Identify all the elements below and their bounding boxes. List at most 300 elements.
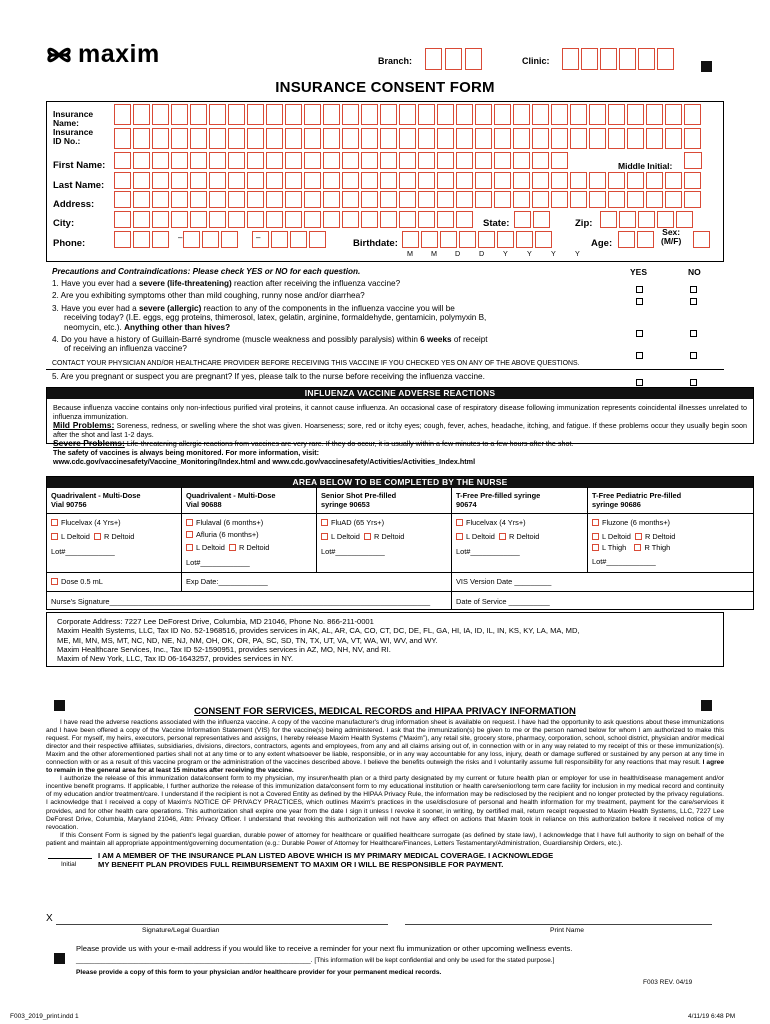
address-box-29[interactable]: [646, 191, 663, 208]
insurance-name-box-10[interactable]: [285, 104, 302, 125]
ack-text: I AM A MEMBER OF THE INSURANCE PLAN LISTED ABOVE WHICH IS MY PRIMARY MEDICAL COVERAGE. I ACKNOWLEDGE MY BENEFIT PLAN PROVIDES FULL REIMBURSEMENT TO MAXIM OR I WILL BE RESPONSIBLE FOR PAYMENT.: [98, 851, 554, 870]
city-box-17[interactable]: [418, 211, 435, 228]
insurance-name-box-5[interactable]: [190, 104, 207, 125]
city-box-2[interactable]: [133, 211, 150, 228]
last-name-box-13[interactable]: [342, 172, 359, 189]
insurance-id-box-14[interactable]: [361, 128, 378, 149]
city-box-19[interactable]: [456, 211, 473, 228]
insurance-id-box-25[interactable]: [570, 128, 587, 149]
address-box-19[interactable]: [456, 191, 473, 208]
signature-x: X: [46, 913, 53, 924]
insurance-name-box-4[interactable]: [171, 104, 188, 125]
first-name-box-15[interactable]: [380, 152, 397, 169]
last-name-box-7[interactable]: [228, 172, 245, 189]
address-box-17[interactable]: [418, 191, 435, 208]
col2-lot[interactable]: Lot#____________: [186, 558, 250, 567]
insurance-name-box-23[interactable]: [532, 104, 549, 125]
city-box-3[interactable]: [152, 211, 169, 228]
yes-header: YES: [630, 267, 648, 277]
insurance-id-box-17[interactable]: [418, 128, 435, 149]
q4-yes[interactable]: [636, 347, 643, 365]
birthdate-format-4: D: [479, 249, 485, 258]
first-name-box-21[interactable]: [494, 152, 511, 169]
city-box-8[interactable]: [247, 211, 264, 228]
nurse-col-div-4: [587, 487, 588, 572]
first-name-box-17[interactable]: [418, 152, 435, 169]
nurse-signature[interactable]: Nurse's Signature______________________________________________________________________________: [51, 597, 431, 606]
address-box-31[interactable]: [684, 191, 701, 208]
col1-option[interactable]: Flucelvax (4 Yrs+): [51, 518, 121, 527]
col2-option-1[interactable]: Flulaval (6 months+): [186, 518, 263, 527]
address-box-5[interactable]: [190, 191, 207, 208]
birthdate-format-6: Y: [527, 249, 532, 258]
city-box-5[interactable]: [190, 211, 207, 228]
insurance-name-box-25[interactable]: [570, 104, 587, 125]
address-box-20[interactable]: [475, 191, 492, 208]
branch-box-2[interactable]: [445, 48, 462, 70]
birthdate-box-2[interactable]: [421, 231, 438, 248]
address-box-6[interactable]: [209, 191, 226, 208]
phone-box-6[interactable]: [221, 231, 238, 248]
birthdate-format-1: M: [407, 249, 413, 258]
address-box-30[interactable]: [665, 191, 682, 208]
insurance-id-box-10[interactable]: [285, 128, 302, 149]
phone-box-2[interactable]: [133, 231, 150, 248]
last-name-box-17[interactable]: [418, 172, 435, 189]
state-box-1[interactable]: [514, 211, 531, 228]
address-box-9[interactable]: [266, 191, 283, 208]
first-name-box-24[interactable]: [551, 152, 568, 169]
birthdate-box-5[interactable]: [478, 231, 495, 248]
insurance-id-box-5[interactable]: [190, 128, 207, 149]
last-name-box-9[interactable]: [266, 172, 283, 189]
question-2: 2. Are you exhibiting symptoms other than mild coughing, runny nose and/or diarrhea?: [52, 291, 365, 300]
print-name-line[interactable]: [405, 924, 712, 925]
last-name-box-5[interactable]: [190, 172, 207, 189]
last-name-box-29[interactable]: [646, 172, 663, 189]
insurance-name-box-13[interactable]: [342, 104, 359, 125]
last-name-box-31[interactable]: [684, 172, 701, 189]
col2-header: Quadrivalent - Multi-Dose Vial 90688: [186, 491, 276, 509]
insurance-id-box-4[interactable]: [171, 128, 188, 149]
insurance-id-box-19[interactable]: [456, 128, 473, 149]
birthdate-format-2: M: [431, 249, 437, 258]
clinic-box-5[interactable]: [638, 48, 655, 70]
birthdate-box-6[interactable]: [497, 231, 514, 248]
phone-box-3[interactable]: [152, 231, 169, 248]
branch-label: Branch:: [378, 56, 413, 66]
address-box-18[interactable]: [437, 191, 454, 208]
vis-date[interactable]: VIS Version Date _________: [456, 577, 552, 586]
registration-mark-email: [54, 953, 65, 964]
last-name-box-3[interactable]: [152, 172, 169, 189]
last-name-box-11[interactable]: [304, 172, 321, 189]
address-box-7[interactable]: [228, 191, 245, 208]
phone-sep-2: –: [256, 233, 261, 242]
col2-option-2[interactable]: Afluria (6 months+): [186, 530, 259, 539]
signature-line[interactable]: [56, 924, 388, 925]
birthdate-format-8: Y: [575, 249, 580, 258]
initial-label: Initial: [61, 861, 77, 868]
print-file: F003_2019_print.indd 1: [10, 1013, 79, 1020]
insurance-id-box-2[interactable]: [133, 128, 150, 149]
insurance-name-box-28[interactable]: [627, 104, 644, 125]
birthdate-box-7[interactable]: [516, 231, 533, 248]
address-box-14[interactable]: [361, 191, 378, 208]
insurance-id-box-23[interactable]: [532, 128, 549, 149]
insurance-name-box-8[interactable]: [247, 104, 264, 125]
q3-no[interactable]: [690, 325, 697, 343]
last-name-box-12[interactable]: [323, 172, 340, 189]
city-box-9[interactable]: [266, 211, 283, 228]
corp-line-2: Maxim Health Systems, LLC, Tax ID No. 52-1968516, provides services in AK, AL, AR, CA, CO, CT, DC, DE, FL, GA, HI, IA, ID, IL, IN, KS, KY, LA, MA, MD,: [57, 626, 580, 636]
last-name-box-18[interactable]: [437, 172, 454, 189]
phone-box-9[interactable]: [290, 231, 307, 248]
form-title: INSURANCE CONSENT FORM: [275, 79, 495, 96]
zip-box-5[interactable]: [676, 211, 693, 228]
branch-box-3[interactable]: [465, 48, 482, 70]
last-name-box-23[interactable]: [532, 172, 549, 189]
col5-sites-thigh[interactable]: L Thigh R Thigh: [592, 543, 670, 552]
last-name-box-30[interactable]: [665, 172, 682, 189]
copy-notice: Please provide a copy of this form to your physician and/or healthcare provider for your permanent medical records.: [76, 969, 442, 976]
col3-sites[interactable]: L Deltoid R Deltoid: [321, 532, 404, 541]
logo-text: maxim: [78, 40, 160, 68]
corp-line-5: Maxim of New York, LLC, Tax ID 06-1643257, provides services in NY.: [57, 654, 294, 664]
branch-box-1[interactable]: [425, 48, 442, 70]
insurance-id-box-15[interactable]: [380, 128, 397, 149]
q2-no[interactable]: [690, 293, 697, 311]
insurance-name-box-15[interactable]: [380, 104, 397, 125]
first-name-box-13[interactable]: [342, 152, 359, 169]
city-box-4[interactable]: [171, 211, 188, 228]
phone-box-8[interactable]: [271, 231, 288, 248]
adverse-title: INFLUENZA VACCINE ADVERSE REACTIONS: [47, 388, 753, 399]
insurance-id-box-22[interactable]: [513, 128, 530, 149]
clinic-box-2[interactable]: [581, 48, 598, 70]
first-name-box-1[interactable]: [114, 152, 131, 169]
last-name-box-24[interactable]: [551, 172, 568, 189]
q3-yes[interactable]: [636, 325, 643, 343]
first-name-box-7[interactable]: [228, 152, 245, 169]
clinic-box-1[interactable]: [562, 48, 579, 70]
address-box-26[interactable]: [589, 191, 606, 208]
insurance-id-box-11[interactable]: [304, 128, 321, 149]
insurance-name-box-24[interactable]: [551, 104, 568, 125]
col3-option[interactable]: FluAD (65 Yrs+): [321, 518, 384, 527]
birthdate-format-5: Y: [503, 249, 508, 258]
phone-label: Phone:: [53, 238, 86, 249]
print-name-label: Print Name: [550, 927, 584, 934]
city-box-11[interactable]: [304, 211, 321, 228]
middle-initial-box[interactable]: [684, 152, 702, 169]
insurance-name-box-26[interactable]: [589, 104, 606, 125]
last-name-box-19[interactable]: [456, 172, 473, 189]
col5-option[interactable]: Fluzone (6 months+): [592, 518, 670, 527]
city-box-12[interactable]: [323, 211, 340, 228]
insurance-name-box-2[interactable]: [133, 104, 150, 125]
city-box-18[interactable]: [437, 211, 454, 228]
no-header: NO: [688, 267, 701, 277]
clinic-box-6[interactable]: [657, 48, 674, 70]
insurance-name-box-22[interactable]: [513, 104, 530, 125]
address-box-11[interactable]: [304, 191, 321, 208]
last-name-box-26[interactable]: [589, 172, 606, 189]
nurse-dose-rule: [46, 572, 754, 573]
first-name-box-19[interactable]: [456, 152, 473, 169]
birthdate-format-7: Y: [551, 249, 556, 258]
first-name-box-18[interactable]: [437, 152, 454, 169]
last-name-box-10[interactable]: [285, 172, 302, 189]
first-name-box-22[interactable]: [513, 152, 530, 169]
last-name-box-21[interactable]: [494, 172, 511, 189]
insurance-id-box-16[interactable]: [399, 128, 416, 149]
address-box-15[interactable]: [380, 191, 397, 208]
insurance-name-box-14[interactable]: [361, 104, 378, 125]
insurance-id-box-3[interactable]: [152, 128, 169, 149]
last-name-box-20[interactable]: [475, 172, 492, 189]
city-box-10[interactable]: [285, 211, 302, 228]
phone-sep-1: –: [178, 233, 183, 242]
age-box-2[interactable]: [637, 231, 654, 248]
insurance-id-box-18[interactable]: [437, 128, 454, 149]
nurse-header-rule: [46, 513, 754, 514]
insurance-name-box-17[interactable]: [418, 104, 435, 125]
city-box-16[interactable]: [399, 211, 416, 228]
birthdate-label: Birthdate:: [353, 238, 398, 249]
city-box-15[interactable]: [380, 211, 397, 228]
clinic-box-4[interactable]: [619, 48, 636, 70]
insurance-name-box-30[interactable]: [665, 104, 682, 125]
first-name-box-20[interactable]: [475, 152, 492, 169]
phone-box-4[interactable]: [183, 231, 200, 248]
corporate-block: [46, 612, 724, 667]
dose-option[interactable]: Dose 0.5 mL: [51, 577, 103, 586]
insurance-id-box-31[interactable]: [684, 128, 701, 149]
email-request: Please provide us with your e-mail address if you would like to receive a reminder for your next flu immunization or other upcoming wellness events.: [76, 944, 573, 953]
insurance-id-box-21[interactable]: [494, 128, 511, 149]
state-box-2[interactable]: [533, 211, 550, 228]
address-box-24[interactable]: [551, 191, 568, 208]
zip-box-3[interactable]: [638, 211, 655, 228]
last-name-box-8[interactable]: [247, 172, 264, 189]
city-box-1[interactable]: [114, 211, 131, 228]
last-name-box-14[interactable]: [361, 172, 378, 189]
q5-divider: [46, 369, 724, 370]
col3-header: Senior Shot Pre-filled syringe 90653: [321, 491, 397, 509]
corp-line-3: ME, MI, MN, MS, MT, NC, ND, NE, NJ, NM, OH, OK, OR, PA, SC, SD, TN, TX, UT, VA, VT, WA, WI, WV, and WY.: [57, 635, 438, 645]
first-name-box-16[interactable]: [399, 152, 416, 169]
first-name-box-12[interactable]: [323, 152, 340, 169]
birthdate-box-4[interactable]: [459, 231, 476, 248]
nurse-sig-rule: [46, 591, 754, 592]
address-box-16[interactable]: [399, 191, 416, 208]
insurance-id-box-27[interactable]: [608, 128, 625, 149]
address-box-27[interactable]: [608, 191, 625, 208]
nurse-col-div-1: [181, 487, 182, 591]
col5-lot[interactable]: Lot#____________: [592, 557, 656, 566]
first-name-box-3[interactable]: [152, 152, 169, 169]
first-name-box-4[interactable]: [171, 152, 188, 169]
insurance-id-box-1[interactable]: [114, 128, 131, 149]
clinic-box-3[interactable]: [600, 48, 617, 70]
exp-date[interactable]: Exp Date:____________: [186, 577, 268, 586]
consent-title: CONSENT FOR SERVICES, MEDICAL RECORDS and HIPAA PRIVACY INFORMATION: [194, 706, 576, 717]
first-name-label: First Name:: [53, 160, 106, 171]
col3-lot[interactable]: Lot#____________: [321, 547, 385, 556]
q4-no[interactable]: [690, 347, 697, 365]
q2-yes[interactable]: [636, 293, 643, 311]
registration-mark: [701, 61, 712, 72]
address-box-12[interactable]: [323, 191, 340, 208]
insurance-name-box-27[interactable]: [608, 104, 625, 125]
birthdate-box-8[interactable]: [535, 231, 552, 248]
zip-box-2[interactable]: [619, 211, 636, 228]
phone-box-7[interactable]: [252, 231, 269, 248]
insurance-name-box-31[interactable]: [684, 104, 701, 125]
last-name-label: Last Name:: [53, 180, 105, 191]
address-box-28[interactable]: [627, 191, 644, 208]
state-label: State:: [483, 218, 510, 229]
maxim-logo-icon: [46, 42, 72, 68]
last-name-box-15[interactable]: [380, 172, 397, 189]
first-name-box-14[interactable]: [361, 152, 378, 169]
address-box-4[interactable]: [171, 191, 188, 208]
birthdate-box-3[interactable]: [440, 231, 457, 248]
insurance-id-box-8[interactable]: [247, 128, 264, 149]
insurance-id-box-26[interactable]: [589, 128, 606, 149]
insurance-name-box-1[interactable]: [114, 104, 131, 125]
city-box-6[interactable]: [209, 211, 226, 228]
insurance-name-box-11[interactable]: [304, 104, 321, 125]
first-name-box-8[interactable]: [247, 152, 264, 169]
last-name-box-1[interactable]: [114, 172, 131, 189]
zip-label: Zip:: [575, 218, 593, 229]
col1-header: Quadrivalent - Multi-Dose Vial 90756: [51, 491, 141, 509]
insurance-id-box-9[interactable]: [266, 128, 283, 149]
col1-sites[interactable]: L Deltoid R Deltoid: [51, 532, 134, 541]
nurse-col-div-2: [316, 487, 317, 572]
insurance-name-box-16[interactable]: [399, 104, 416, 125]
first-name-box-6[interactable]: [209, 152, 226, 169]
middle-initial-label: Middle Initial:: [618, 161, 673, 171]
consent-body: I have read the adverse reactions associated with the influenza vaccine. A copy of the vaccine manufacturer's drug information sheet is available on request. I have had the opportunity to ask questions about these immunizations and I have been offered a copy of the Vaccine Information Statement (VIS) for the vaccine(s) being administered. I ask that the immunization(s) be given to me or the person named below for whom I am authorized to make this request. For myself, my heirs, executors, personal representatives and assigns, I hereby release Maxim Health Systems (“Maxim”), any retail site, grocery store, pharmacy, corporation, school, school district, physician and/or medical director and their respective affiliates, subsidiaries, divisions, directors, contractors, agents and employees, from any and all claims arising out of, in connection with or in any way related to my receipt of this or these immunization(s). Maxim and the other aforementioned parties shall not at any time or to any extent whatsoever be liable, responsible, or in any way accountable for any loss, injury, death or damage suffered or sustained by any person at any time in connection with or as a result of this vaccine program or the administration of the vaccines described above. I believe the benefits outweigh the risks and I voluntarily assume full responsibility for any reactions that may result. I agree to remain in the general area for at least 15 minutes after receiving the vaccine. I authorize the release of this immunization data/consent form to my physician, my insurer/health plan or a third party designated by my current or future health plan or employer for use in health/disease management and/or incentive benefit programs. If applicable, I further authorize the release of this immunization data/consent form to my educational institution or health care/senior/long term care facility for inclusion in my medical record and continuity of my education and/or treatment/care. I understand if the recipient is not a Covered Entity as defined by the HIPAA Privacy Rule, the information may be redisclosed by the recipient and no longer protected by the privacy regulations. I acknowledge that I received a copy of Maxim's NOTICE OF PRIVACY PRACTICES, which outlines Maxim's practices in the use/disclosure of personal and health information for my treatment, payment for the care/services it provides, and for other health care operations. This authorization shall expire one year from the date I sign it unless I revoke it sooner, in writing, by certified mail, return receipt requested to Maxim Health Systems, LLC, 7227 Lee DeForest Drive, Columbia, Maryland 21046, Attn: Privacy Officer. I understand that revoking this authorization will not have any effect on actions that Maxim took in reliance on this authorization before it received notice of my revocation. If this Consent Form is signed by the patient's legal guardian, durable power of attorney for healthcare or qualified healthcare surrogate (as defined by state law), I acknowledge that I have full authority to sign on behalf of the patient and maintain all appropriate appointment/governing documentation (e.g.: Durable Power of Attorney for Healthcare/Finances, Letters Testamentary/Administration, Guardianship Orders, etc.).: [46, 719, 724, 847]
birthdate-box-1[interactable]: [402, 231, 419, 248]
insurance-id-box-12[interactable]: [323, 128, 340, 149]
address-box-1[interactable]: [114, 191, 131, 208]
first-name-box-9[interactable]: [266, 152, 283, 169]
last-name-box-28[interactable]: [627, 172, 644, 189]
zip-box-1[interactable]: [600, 211, 617, 228]
last-name-box-4[interactable]: [171, 172, 188, 189]
last-name-box-6[interactable]: [209, 172, 226, 189]
address-box-25[interactable]: [570, 191, 587, 208]
insurance-name-box-3[interactable]: [152, 104, 169, 125]
col5-header: T-Free Pediatric Pre-filled syringe 90686: [592, 491, 682, 509]
first-name-box-5[interactable]: [190, 152, 207, 169]
insurance-id-box-7[interactable]: [228, 128, 245, 149]
address-box-21[interactable]: [494, 191, 511, 208]
insurance-name-box-6[interactable]: [209, 104, 226, 125]
nurse-col-div-3: [451, 487, 452, 610]
insurance-id-box-13[interactable]: [342, 128, 359, 149]
last-name-box-2[interactable]: [133, 172, 150, 189]
address-box-13[interactable]: [342, 191, 359, 208]
question-4: 4. Do you have a history of Guillain-Barré syndrome (muscle weakness and possibly paralysis) within 6 weeks of receipt of receiving an influenza vaccine?: [52, 335, 488, 354]
address-box-22[interactable]: [513, 191, 530, 208]
first-name-box-11[interactable]: [304, 152, 321, 169]
insurance-id-box-30[interactable]: [665, 128, 682, 149]
insurance-name-box-7[interactable]: [228, 104, 245, 125]
date-of-service[interactable]: Date of Service __________: [456, 597, 550, 606]
col4-sites[interactable]: L Deltoid R Deltoid: [456, 532, 539, 541]
insurance-id-box-24[interactable]: [551, 128, 568, 149]
address-label: Address:: [53, 199, 95, 210]
sex-box[interactable]: [693, 231, 710, 248]
zip-box-4[interactable]: [657, 211, 674, 228]
city-box-13[interactable]: [342, 211, 359, 228]
insurance-name-box-12[interactable]: [323, 104, 340, 125]
adverse-reactions-section: [46, 387, 754, 466]
insurance-id-box-6[interactable]: [209, 128, 226, 149]
col1-lot[interactable]: Lot#____________: [51, 547, 115, 556]
address-box-10[interactable]: [285, 191, 302, 208]
col4-option[interactable]: Flucelvax (4 Yrs+): [456, 518, 526, 527]
age-box-1[interactable]: [618, 231, 635, 248]
phone-box-10[interactable]: [309, 231, 326, 248]
insurance-name-box-18[interactable]: [437, 104, 454, 125]
insurance-name-box-9[interactable]: [266, 104, 283, 125]
insurance-name-box-20[interactable]: [475, 104, 492, 125]
address-box-23[interactable]: [532, 191, 549, 208]
last-name-box-22[interactable]: [513, 172, 530, 189]
age-label: Age:: [591, 238, 613, 249]
last-name-box-16[interactable]: [399, 172, 416, 189]
question-5: 5. Are you pregnant or suspect you are pregnant? If yes, please talk to the nurse before receiving the influenza vaccine.: [52, 372, 485, 381]
insurance-name-box-19[interactable]: [456, 104, 473, 125]
insurance-id-box-29[interactable]: [646, 128, 663, 149]
address-box-3[interactable]: [152, 191, 169, 208]
nurse-title: AREA BELOW TO BE COMPLETED BY THE NURSE: [47, 477, 753, 488]
question-1: 1. Have you ever had a severe (life-threatening) reaction after receiving the influenza vaccine?: [52, 279, 401, 288]
phone-box-1[interactable]: [114, 231, 131, 248]
first-name-box-10[interactable]: [285, 152, 302, 169]
insurance-name-box-29[interactable]: [646, 104, 663, 125]
address-box-2[interactable]: [133, 191, 150, 208]
first-name-box-23[interactable]: [532, 152, 549, 169]
insurance-name-label: Insurance Name: Insurance ID No.:: [53, 109, 94, 146]
insurance-name-box-21[interactable]: [494, 104, 511, 125]
corp-line-4: Maxim Healthcare Services, Inc., Tax ID 52-1590951, provides services in AZ, MO, NH, NV, and RI.: [57, 644, 391, 654]
last-name-box-25[interactable]: [570, 172, 587, 189]
city-box-14[interactable]: [361, 211, 378, 228]
city-label: City:: [53, 218, 75, 229]
address-box-8[interactable]: [247, 191, 264, 208]
phone-box-5[interactable]: [202, 231, 219, 248]
email-field[interactable]: ________________________________________________________________. [This information will be kept confidential and only be used for the stated purpose.]: [76, 957, 555, 964]
col2-sites[interactable]: L Deltoid R Deltoid: [186, 543, 269, 552]
form-revision: F003 REV. 04/19: [643, 979, 693, 986]
col5-sites[interactable]: L Deltoid R Deltoid: [592, 532, 675, 541]
last-name-box-27[interactable]: [608, 172, 625, 189]
precautions-heading: Precautions and Contraindications: Please check YES or NO for each question.: [52, 267, 361, 276]
insurance-id-box-20[interactable]: [475, 128, 492, 149]
col4-lot[interactable]: Lot#____________: [456, 547, 520, 556]
insurance-id-box-28[interactable]: [627, 128, 644, 149]
city-box-7[interactable]: [228, 211, 245, 228]
adverse-body: Because influenza vaccine contains only non-infectious purified viral proteins, it cannot cause influenza. An occasional case of respiratory disease following immunization represents coincidental illnesses unrelated to influenza immunization. Mild Problems: Soreness, redness, or swelling where the shot was given. Hoarseness; sore, red or itchy eyes; cough, fever, aches, headache, itching, and fatigue. If these problems occur they usually begin soon after the shot and last 1-2 days. Severe Problems: Life-threatening allergic reactions from vaccines are very rare. If they do occur, it is usually within a few minutes to a few hours after the shot. The safety of vaccines is always being monitored. For more information, visit: www.cdc.gov/vaccinesafety/Vaccine_Monitoring/Index.html and www.cdc.gov/vaccinesafety/Activities/Activities_Index.html: [53, 403, 747, 466]
first-name-box-2[interactable]: [133, 152, 150, 169]
